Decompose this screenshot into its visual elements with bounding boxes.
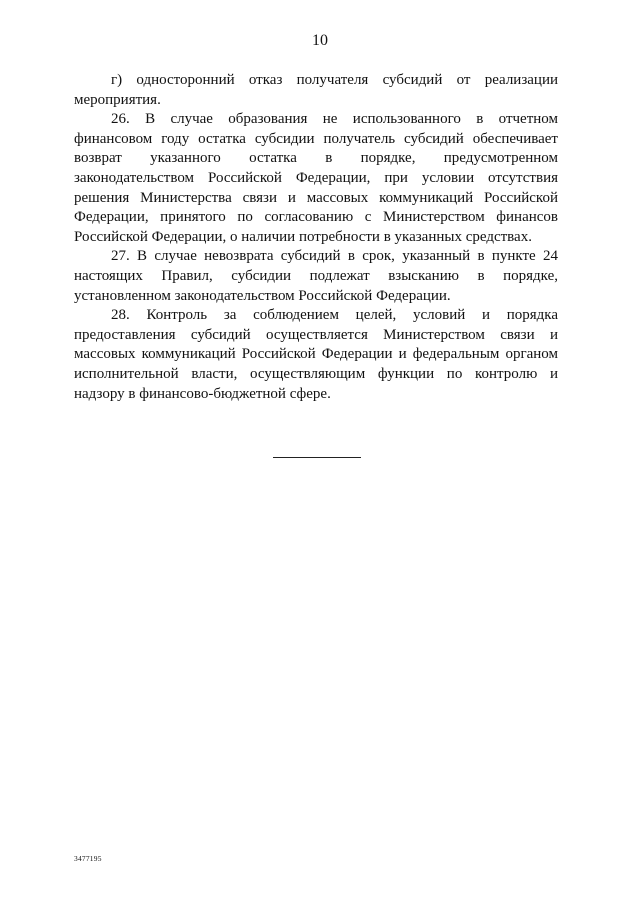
document-body <box>74 71 558 404</box>
page-number: 10 <box>312 32 328 49</box>
document-code: 3477195 <box>74 854 102 863</box>
paragraph-26: 26. В случае образования не использованного в отчетном финансовом году остатка субсидии получатель субсидий обеспечивает возврат указанного остатка в порядке, предусмотренном законодательством Российской Федерации, при условии отсутствия решения Министерства связи и массовых коммуникаций Российской Федерации, принятого по согласованию с Министерством финансов Российской Федерации, о наличии потребности в указанных средствах. <box>74 111 558 245</box>
paragraph-27: 27. В случае невозврата субсидий в срок, указанный в пункте 24 настоящих Правил, субсидии подлежат взысканию в порядке, установленном законодательством Российской Федерации. <box>74 248 558 304</box>
paragraph-28: 28. Контроль за соблюдением целей, условий и порядка предоставления субсидий осуществляется Министерством связи и массовых коммуникаций Российской Федерации и федеральным органом исполнительной власти, осуществляющим функции по контролю и надзору в финансово-бюджетной сфере. <box>74 307 558 402</box>
end-of-document-rule <box>273 457 361 458</box>
paragraph-item-g: г) односторонний отказ получателя субсидий от реализации мероприятия. <box>74 72 558 108</box>
